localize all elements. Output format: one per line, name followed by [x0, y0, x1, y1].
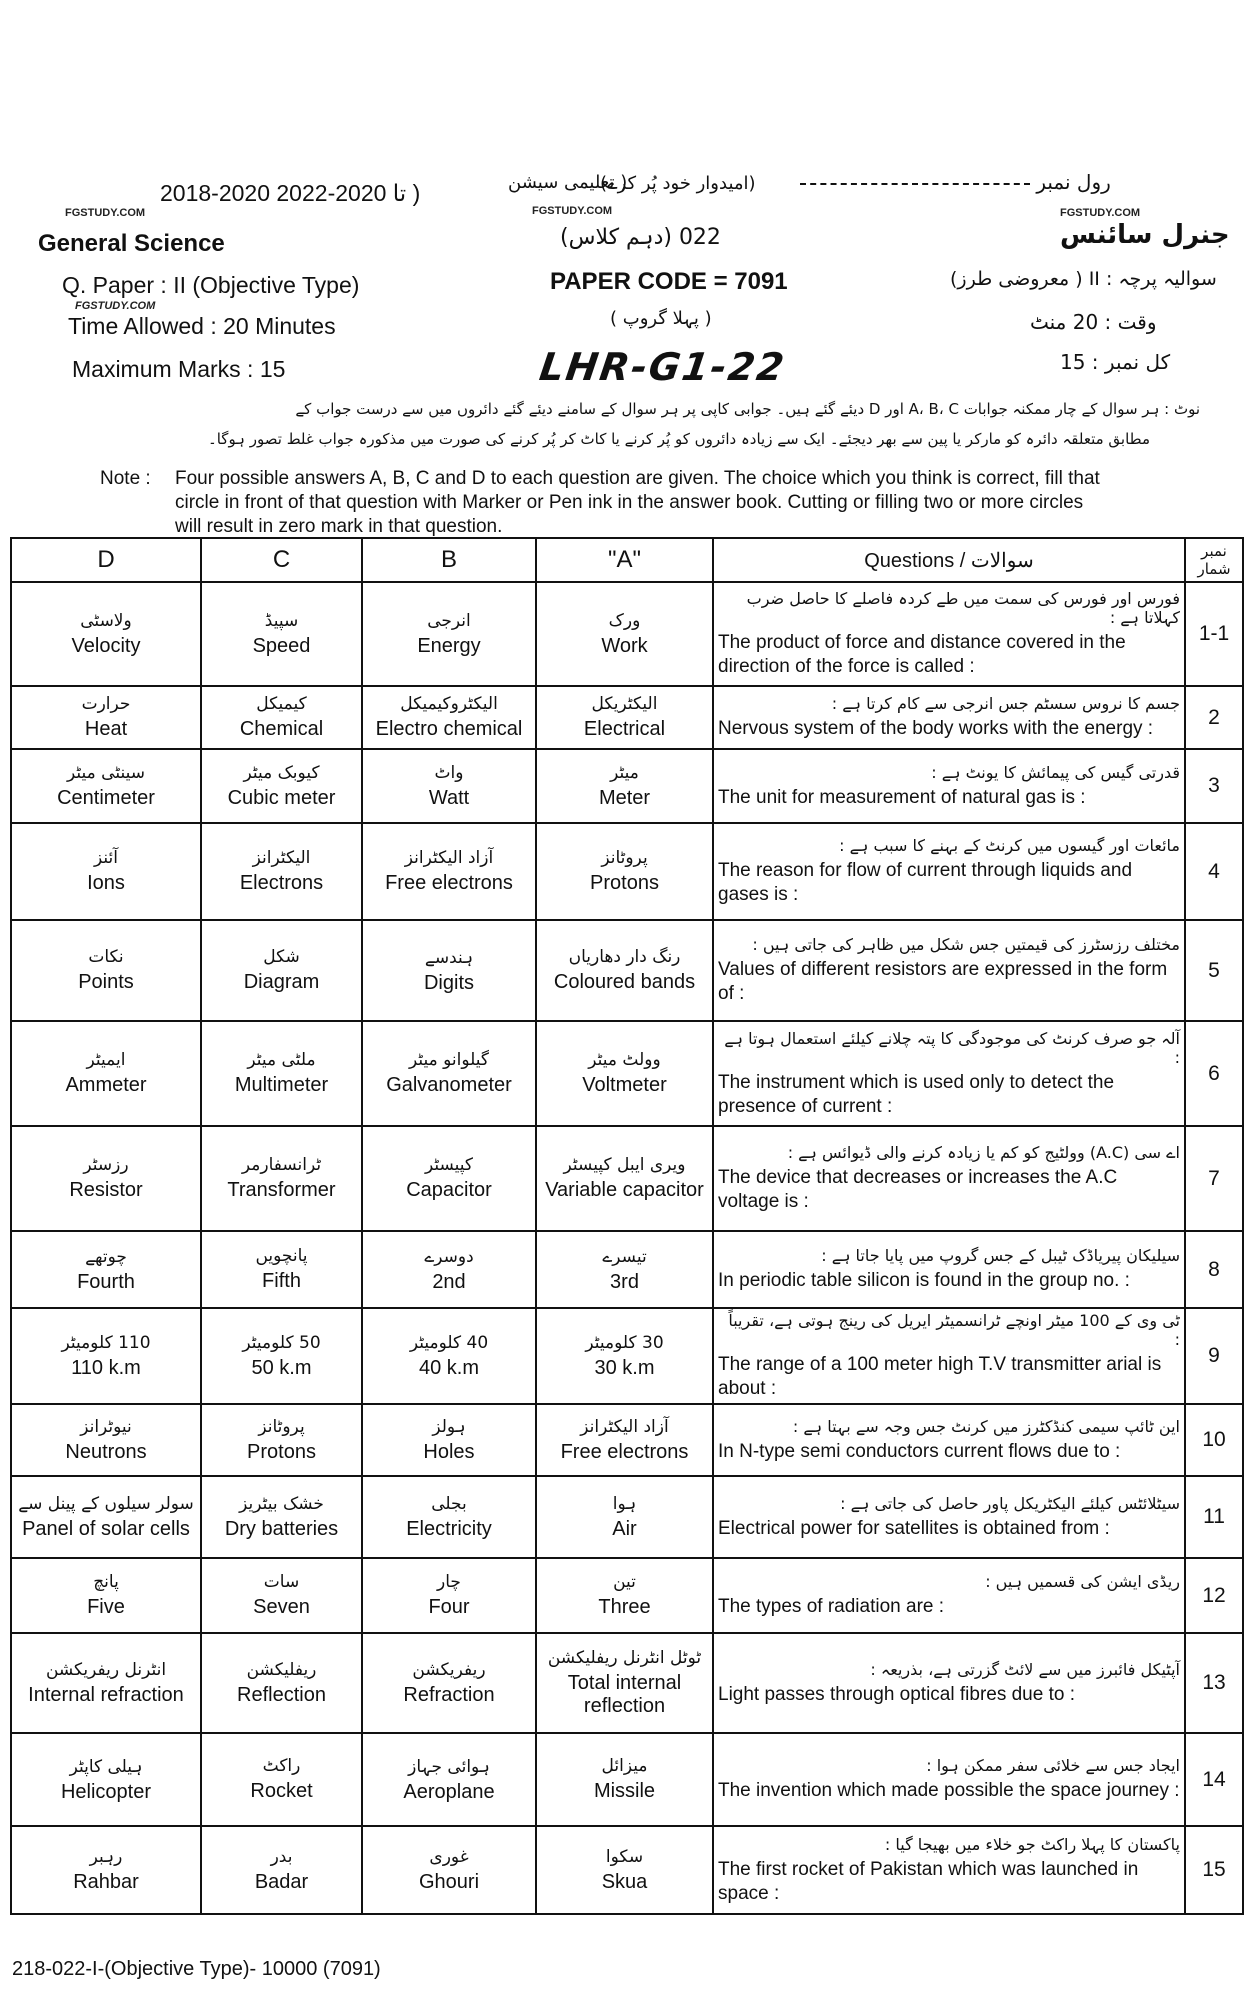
- question-english: The instrument which is used only to detect the presence of current :: [718, 1071, 1115, 1117]
- option-b-urdu: آزاد الیکٹرانز: [404, 848, 494, 868]
- option-b-cell: [362, 920, 536, 1021]
- option-b-english: Digits: [423, 971, 474, 994]
- option-b-cell: [362, 1126, 536, 1231]
- option-d-english: Ammeter: [65, 1074, 147, 1096]
- paper-type-urdu: سوالیہ پرچہ : II ( معروضی طرز): [950, 268, 1217, 290]
- table-row: [11, 686, 1243, 749]
- option-c-cell: [201, 1633, 362, 1733]
- watermark: FGSTUDY.COM: [65, 207, 146, 219]
- table-row: [11, 1633, 1243, 1733]
- question-cell: [713, 1126, 1185, 1231]
- option-a-cell: [536, 686, 713, 749]
- option-c-urdu: پروٹانز: [258, 1416, 305, 1437]
- option-b-urdu: ہولز: [432, 1417, 466, 1437]
- question-number: 14: [1185, 1733, 1243, 1826]
- table-row: [11, 1231, 1243, 1308]
- header-option-b: B: [362, 538, 536, 582]
- option-c-cell: [201, 823, 362, 920]
- question-cell: [713, 1826, 1185, 1914]
- option-d-urdu: ہیلی کاپٹر: [69, 1756, 143, 1777]
- question-number: 4: [1185, 823, 1243, 920]
- question-number: 8: [1185, 1231, 1243, 1308]
- option-c-english: Electrons: [239, 872, 324, 894]
- option-c-urdu: بدر: [270, 1846, 293, 1867]
- maximum-marks-english: Maximum Marks : 15: [72, 356, 286, 382]
- question-cell: [713, 1404, 1185, 1476]
- option-d-urdu: حرارت: [81, 694, 131, 714]
- option-d-cell: [11, 1558, 201, 1633]
- option-b-english: Energy: [417, 634, 481, 657]
- question-english: The unit for measurement of natural gas is :: [718, 786, 1086, 808]
- option-d-cell: [11, 1126, 201, 1231]
- option-c-english: Protons: [247, 1440, 316, 1463]
- question-urdu: جسم کا نروس سسٹم جس انرجی سے کام کرتا ہے :: [831, 694, 1180, 713]
- option-a-urdu: ورک: [608, 610, 641, 631]
- option-a-cell: [536, 1476, 713, 1558]
- option-c-urdu: ملٹی میٹر: [247, 1050, 316, 1070]
- option-c-english: Cubic meter: [227, 786, 336, 809]
- questions-table: [10, 537, 1244, 1915]
- note-label: Note :: [100, 468, 151, 489]
- option-b-cell: [362, 1558, 536, 1633]
- option-d-english: Five: [87, 1596, 125, 1618]
- question-urdu: مختلف رزسٹرز کی قیمتیں جس شکل میں ظاہر کی جاتی ہیں :: [752, 935, 1180, 954]
- question-cell: [713, 1021, 1185, 1126]
- time-allowed-english: Time Allowed : 20 Minutes: [68, 313, 336, 339]
- option-d-english: Points: [78, 971, 134, 993]
- option-d-urdu: ولاسٹی: [80, 610, 132, 631]
- option-d-english: Velocity: [71, 634, 141, 657]
- question-english: The reason for flow of current through liquids and gases is :: [718, 860, 1133, 905]
- question-urdu: مائعات اور گیسوں میں کرنٹ کے بہنے کا سبب ہے :: [839, 836, 1180, 855]
- header-option-a: "A": [536, 538, 713, 582]
- option-b-cell: [362, 1733, 536, 1826]
- option-a-english: Meter: [598, 786, 651, 809]
- option-a-urdu: تین: [613, 1572, 636, 1592]
- question-cell: [713, 1558, 1185, 1633]
- watermark: FGSTUDY.COM: [532, 205, 613, 217]
- question-number: 10: [1185, 1404, 1243, 1476]
- option-a-english: Missile: [593, 1780, 656, 1802]
- option-b-urdu: چار: [437, 1572, 461, 1592]
- option-c-cell: [201, 749, 362, 823]
- option-c-urdu: ٹرانسفارمر: [241, 1155, 322, 1175]
- question-english: In periodic table silicon is found in the group no. :: [718, 1270, 1130, 1291]
- option-b-cell: [362, 749, 536, 823]
- option-b-urdu: گیلوانو میٹر: [408, 1050, 490, 1070]
- option-a-urdu: ویری ایبل کپیسٹر: [563, 1155, 686, 1175]
- option-b-urdu: کپیسٹر: [424, 1155, 474, 1175]
- question-number: 1-1: [1185, 582, 1243, 686]
- option-d-english: Panel of solar cells: [22, 1518, 190, 1540]
- table-row: [11, 1126, 1243, 1231]
- option-a-cell: [536, 1633, 713, 1733]
- option-a-urdu: ٹوٹل انٹرنل ریفلیکشن: [547, 1648, 702, 1668]
- option-b-urdu: دوسرے: [424, 1246, 474, 1267]
- option-c-urdu: کیمیکل: [256, 694, 307, 714]
- option-c-english: Dry batteries: [224, 1517, 339, 1540]
- roll-number-field: [800, 170, 1111, 194]
- question-urdu: آلہ جو صرف کرنٹ کی موجودگی کا پتہ چلانے کیلئے استعمال ہوتا ہے :: [724, 1028, 1180, 1067]
- option-c-urdu: سات: [263, 1572, 300, 1592]
- option-b-cell: [362, 686, 536, 749]
- option-b-english: Capacitor: [406, 1179, 492, 1201]
- option-a-english: Variable capacitor: [545, 1179, 704, 1201]
- question-urdu: ٹی وی کے 100 میٹر اونچے ٹرانسمیٹر ایریل کی رینج ہوتی ہے، تقریباً :: [728, 1311, 1180, 1349]
- option-a-cell: [536, 823, 713, 920]
- subject-title-english: General Science: [38, 230, 225, 257]
- option-a-english: Air: [612, 1518, 637, 1540]
- option-a-cell: [536, 1021, 713, 1126]
- option-d-english: Resistor: [69, 1179, 143, 1201]
- header-number: نمبر شمار: [1185, 538, 1243, 582]
- option-b-urdu: 40 کلومیٹر: [409, 1332, 489, 1353]
- handwritten-paper-code: LHR-G1-22: [536, 345, 789, 389]
- option-b-urdu: ریفریکشن: [412, 1659, 486, 1680]
- option-b-english: Aeroplane: [403, 1780, 495, 1803]
- option-d-urdu: سینٹی میٹر: [67, 762, 145, 783]
- option-d-cell: [11, 823, 201, 920]
- option-a-english: Work: [601, 634, 648, 657]
- option-b-english: Refraction: [403, 1683, 495, 1706]
- option-d-urdu: ایمیٹر: [86, 1050, 126, 1070]
- header-option-d: D: [11, 538, 201, 582]
- candidate-fill-note: (امیدوار خود پُر کرے): [600, 173, 756, 194]
- question-cell: [713, 1633, 1185, 1733]
- question-english: Values of different resistors are expressed in the form of :: [718, 959, 1168, 1004]
- option-c-cell: [201, 1021, 362, 1126]
- option-b-cell: [362, 1404, 536, 1476]
- option-b-cell: [362, 1021, 536, 1126]
- option-a-english: Free electrons: [560, 1440, 689, 1463]
- option-a-english: Skua: [601, 1870, 648, 1893]
- option-a-urdu: میزائل: [601, 1756, 648, 1776]
- option-a-english: Electrical: [583, 718, 666, 740]
- option-c-urdu: 50 کلومیٹر: [242, 1332, 321, 1353]
- option-c-urdu: راکٹ: [262, 1756, 301, 1776]
- option-a-english: Voltmeter: [582, 1074, 667, 1096]
- option-d-urdu: آئنز: [94, 848, 118, 868]
- option-a-cell: [536, 1404, 713, 1476]
- option-d-cell: [11, 920, 201, 1021]
- option-b-english: 40 k.m: [418, 1356, 480, 1379]
- option-d-cell: [11, 1826, 201, 1914]
- table-row: [11, 1558, 1243, 1633]
- question-english: In N-type semi conductors current flows due to :: [718, 1440, 1121, 1462]
- option-c-english: Multimeter: [234, 1074, 329, 1096]
- question-cell: [713, 1733, 1185, 1826]
- session-years: 2018-2020 تا 2020-2022 ): [160, 180, 421, 206]
- option-d-cell: [11, 1733, 201, 1826]
- option-b-urdu: ہندسے: [424, 947, 474, 968]
- table-row: [11, 1733, 1243, 1826]
- option-c-cell: [201, 1558, 362, 1633]
- option-c-cell: [201, 1126, 362, 1231]
- option-a-cell: [536, 749, 713, 823]
- option-c-english: Badar: [254, 1870, 309, 1893]
- option-a-cell: [536, 582, 713, 686]
- question-number: 5: [1185, 920, 1243, 1021]
- option-a-urdu: آزاد الیکٹرانز: [580, 1416, 669, 1437]
- question-urdu: اے سی (A.C) وولٹیج کو کم یا زیادہ کرنے والی ڈیوائس ہے :: [787, 1143, 1180, 1162]
- option-a-english: Coloured bands: [553, 971, 696, 993]
- table-row: [11, 1308, 1243, 1404]
- option-a-cell: [536, 1733, 713, 1826]
- option-b-cell: [362, 582, 536, 686]
- option-c-english: Seven: [253, 1596, 310, 1618]
- question-urdu: قدرتی گیس کی پیمائش کا یونٹ ہے :: [931, 762, 1180, 782]
- option-d-urdu: انٹرنل ریفریکشن: [45, 1659, 167, 1680]
- question-english: Electrical power for satellites is obtained from :: [718, 1517, 1110, 1539]
- table-row: [11, 582, 1243, 686]
- option-a-urdu: سکوا: [605, 1846, 644, 1867]
- option-b-urdu: غوری: [429, 1846, 469, 1867]
- subject-title-urdu: جنرل سائنس: [1060, 220, 1230, 250]
- questions-body: [11, 582, 1243, 1914]
- question-cell: [713, 686, 1185, 749]
- option-c-cell: [201, 686, 362, 749]
- option-d-cell: [11, 582, 201, 686]
- option-a-cell: [536, 1826, 713, 1914]
- option-a-cell: [536, 1231, 713, 1308]
- option-c-urdu: شکل: [263, 947, 300, 967]
- watermark: FGSTUDY.COM: [75, 300, 156, 312]
- question-number: 6: [1185, 1021, 1243, 1126]
- option-b-english: Electro chemical: [375, 718, 523, 740]
- option-d-cell: [11, 1231, 201, 1308]
- option-c-english: Speed: [252, 634, 311, 657]
- option-d-urdu: سولر سیلوں کے پینل سے: [18, 1494, 194, 1514]
- time-allowed-urdu: وقت : 20 منٹ: [1030, 310, 1157, 334]
- question-cell: [713, 920, 1185, 1021]
- option-a-urdu: الیکٹریکل: [591, 694, 658, 714]
- option-c-cell: [201, 1733, 362, 1826]
- option-d-urdu: نکات: [88, 947, 124, 967]
- option-a-urdu: 30 کلومیٹر: [585, 1332, 664, 1353]
- option-d-urdu: پانچ: [93, 1572, 119, 1592]
- header-questions: Questions / سوالات: [713, 538, 1185, 582]
- option-b-english: Galvanometer: [386, 1074, 512, 1096]
- option-b-english: Watt: [428, 786, 470, 809]
- option-c-urdu: الیکٹرانز: [252, 848, 311, 868]
- option-a-urdu: رنگ دار دھاریاں: [568, 947, 681, 967]
- question-urdu: این ٹائپ سیمی کنڈکٹرز میں کرنٹ جس وجہ سے بہتا ہے :: [792, 1416, 1180, 1436]
- option-b-cell: [362, 1308, 536, 1404]
- option-a-cell: [536, 1558, 713, 1633]
- question-number: 12: [1185, 1558, 1243, 1633]
- option-d-english: 110 k.m: [71, 1356, 141, 1379]
- option-d-urdu: چوتھے: [85, 1246, 127, 1267]
- option-a-urdu: تیسرے: [602, 1246, 647, 1267]
- table-header-row: [11, 538, 1243, 582]
- option-c-english: Transformer: [227, 1179, 336, 1201]
- class-code: 022 (دہم کلاس): [560, 225, 721, 250]
- maximum-marks-urdu: کل نمبر : 15: [1060, 350, 1171, 374]
- option-d-urdu: رہبر: [89, 1847, 123, 1867]
- option-d-cell: [11, 1476, 201, 1558]
- question-number: 3: [1185, 749, 1243, 823]
- option-c-cell: [201, 582, 362, 686]
- table-row: [11, 1826, 1243, 1914]
- option-c-english: Rocket: [250, 1780, 313, 1802]
- option-d-urdu: رزسٹر: [83, 1155, 129, 1175]
- option-d-cell: [11, 1021, 201, 1126]
- question-urdu: ایجاد جس سے خلائی سفر ممکن ہوا :: [926, 1756, 1180, 1775]
- paper-type-english: Q. Paper : II (Objective Type): [62, 272, 360, 298]
- option-a-english: 3rd: [610, 1270, 639, 1293]
- option-b-cell: [362, 1476, 536, 1558]
- option-d-english: Ions: [87, 872, 125, 894]
- option-a-urdu: وولٹ میٹر: [588, 1050, 661, 1070]
- question-english: The types of radiation are :: [718, 1596, 945, 1617]
- question-urdu: فورس اور فورس کی سمت میں طے کردہ فاصلے کا حاصل ضرب کہلاتا ہے :: [746, 589, 1180, 627]
- option-c-cell: [201, 1404, 362, 1476]
- question-english: The product of force and distance covered in the direction of the force is called :: [718, 632, 1126, 677]
- group-urdu: ( پہلا گروپ ): [610, 308, 712, 329]
- option-b-cell: [362, 1231, 536, 1308]
- watermark: FGSTUDY.COM: [1060, 207, 1141, 219]
- question-english: Nervous system of the body works with the energy :: [718, 718, 1154, 739]
- question-number: 13: [1185, 1633, 1243, 1733]
- question-urdu: ریڈی ایشن کی قسمیں ہیں :: [985, 1572, 1180, 1591]
- table-row: [11, 1476, 1243, 1558]
- option-d-english: Centimeter: [57, 786, 155, 809]
- question-urdu: آپٹیکل فائبرز میں سے لائٹ گزرتی ہے، بذریعہ :: [870, 1659, 1180, 1679]
- table-row: [11, 1021, 1243, 1126]
- option-b-english: Free electrons: [385, 872, 513, 894]
- question-cell: [713, 823, 1185, 920]
- question-number: 9: [1185, 1308, 1243, 1404]
- option-a-cell: [536, 1308, 713, 1404]
- option-d-urdu: نیوٹرانز: [80, 1416, 132, 1437]
- option-c-english: Chemical: [239, 718, 324, 740]
- table-row: [11, 1404, 1243, 1476]
- table-row: [11, 823, 1243, 920]
- option-a-english: Total internal reflection: [567, 1672, 682, 1717]
- option-c-english: 50 k.m: [251, 1356, 312, 1379]
- note-urdu-line-1: نوٹ : ہر سوال کے چار ممکنہ جوابات A، B، C اور D دیئے گئے ہیں۔ جوابی کاپی پر ہر سوال کے سامنے دیئے گئے دائروں میں سے درست جواب کے: [295, 400, 1200, 418]
- option-d-english: Internal refraction: [28, 1683, 184, 1706]
- question-cell: [713, 1308, 1185, 1404]
- option-b-english: Ghouri: [418, 1870, 480, 1893]
- option-a-english: Three: [598, 1596, 651, 1618]
- question-urdu: سیلیکان پیریاڈک ٹیبل کے جس گروپ میں پایا جاتا ہے :: [821, 1246, 1180, 1265]
- option-d-cell: [11, 749, 201, 823]
- option-c-cell: [201, 920, 362, 1021]
- option-a-urdu: میٹر: [610, 762, 639, 783]
- roll-number-blank: [800, 183, 1030, 185]
- option-d-english: Heat: [84, 718, 128, 740]
- option-c-english: Fifth: [262, 1270, 301, 1292]
- question-cell: [713, 1476, 1185, 1558]
- option-c-urdu: ریفلیکشن: [246, 1659, 317, 1680]
- question-urdu: پاکستان کا پہلا راکٹ جو خلاء میں بھیجا گیا :: [884, 1834, 1180, 1854]
- note-text: Four possible answers A, B, C and D to each question are given. The choice which you think is correct, fill that circle in front of that question with Marker or Pen ink in the answer book. Cutting or filling two or more circles will result in zero mark in that question.: [175, 468, 1100, 537]
- question-number: 7: [1185, 1126, 1243, 1231]
- question-cell: [713, 1231, 1185, 1308]
- question-number: 2: [1185, 686, 1243, 749]
- option-b-urdu: انرجی: [427, 610, 471, 631]
- roll-number-label: رول نمبر: [1036, 170, 1111, 194]
- option-c-cell: [201, 1231, 362, 1308]
- option-d-english: Neutrons: [65, 1440, 147, 1463]
- question-number: 11: [1185, 1476, 1243, 1558]
- note-english: [100, 467, 1100, 539]
- option-c-cell: [201, 1826, 362, 1914]
- option-d-cell: [11, 686, 201, 749]
- option-d-english: Fourth: [77, 1270, 135, 1293]
- option-a-urdu: پروٹانز: [601, 848, 648, 868]
- question-english: The first rocket of Pakistan which was launched in space :: [718, 1858, 1139, 1904]
- question-number: 15: [1185, 1826, 1243, 1914]
- option-b-cell: [362, 1633, 536, 1733]
- option-b-urdu: واٹ: [434, 762, 464, 783]
- option-d-english: Rahbar: [73, 1871, 139, 1893]
- note-urdu-line-2: مطابق متعلقہ دائرہ کو مارکر یا پین سے بھر دیجئے۔ ایک سے زیادہ دائروں کو پُر کرنے یا کاٹ کر پُر کرنے کی صورت میں مذکورہ جواب غلط تصور ہوگا۔: [207, 430, 1150, 448]
- table-row: [11, 920, 1243, 1021]
- paper-code: PAPER CODE = 7091: [550, 268, 788, 295]
- question-english: Light passes through optical fibres due to :: [718, 1683, 1076, 1705]
- option-c-english: Reflection: [237, 1683, 326, 1706]
- table-row: [11, 749, 1243, 823]
- option-d-cell: [11, 1404, 201, 1476]
- option-a-cell: [536, 1126, 713, 1231]
- question-english: The invention which made possible the space journey :: [718, 1780, 1180, 1801]
- option-b-cell: [362, 1826, 536, 1914]
- session-label-urdu: ( تعلیمی سیشن: [508, 172, 628, 193]
- question-english: The range of a 100 meter high T.V transmitter arial is about :: [718, 1354, 1162, 1399]
- option-c-cell: [201, 1308, 362, 1404]
- option-b-cell: [362, 823, 536, 920]
- option-b-english: Holes: [423, 1441, 475, 1463]
- option-a-cell: [536, 920, 713, 1021]
- option-b-urdu: الیکٹروکیمیکل: [400, 694, 498, 714]
- option-b-urdu: ہوائی جہاز: [408, 1756, 490, 1777]
- option-b-english: Four: [428, 1596, 470, 1618]
- question-urdu: سیٹلائٹس کیلئے الیکٹریکل پاور حاصل کی جاتی ہے :: [840, 1493, 1180, 1513]
- option-c-urdu: کیوبک میٹر: [243, 762, 320, 783]
- option-d-urdu: 110 کلومیٹر: [61, 1332, 151, 1353]
- option-b-english: 2nd: [432, 1270, 466, 1293]
- option-b-urdu: بجلی: [431, 1493, 467, 1514]
- question-english: The device that decreases or increases the A.C voltage is :: [718, 1167, 1118, 1212]
- header-option-c: C: [201, 538, 362, 582]
- footer-code: 218-022-I-(Objective Type)- 10000 (7091): [12, 1958, 381, 1980]
- option-a-english: Protons: [590, 872, 659, 894]
- option-c-urdu: سپیڈ: [264, 610, 299, 631]
- option-c-urdu: پانچویں: [255, 1246, 308, 1266]
- option-b-english: Electricity: [406, 1517, 492, 1540]
- option-c-cell: [201, 1476, 362, 1558]
- option-a-urdu: ہوا: [612, 1494, 637, 1514]
- option-c-english: Diagram: [243, 971, 320, 993]
- option-a-english: 30 k.m: [594, 1356, 655, 1379]
- question-cell: [713, 582, 1185, 686]
- option-d-english: Helicopter: [60, 1780, 152, 1803]
- option-d-cell: [11, 1308, 201, 1404]
- option-c-urdu: خشک بیٹریز: [239, 1493, 324, 1514]
- option-d-cell: [11, 1633, 201, 1733]
- question-cell: [713, 749, 1185, 823]
